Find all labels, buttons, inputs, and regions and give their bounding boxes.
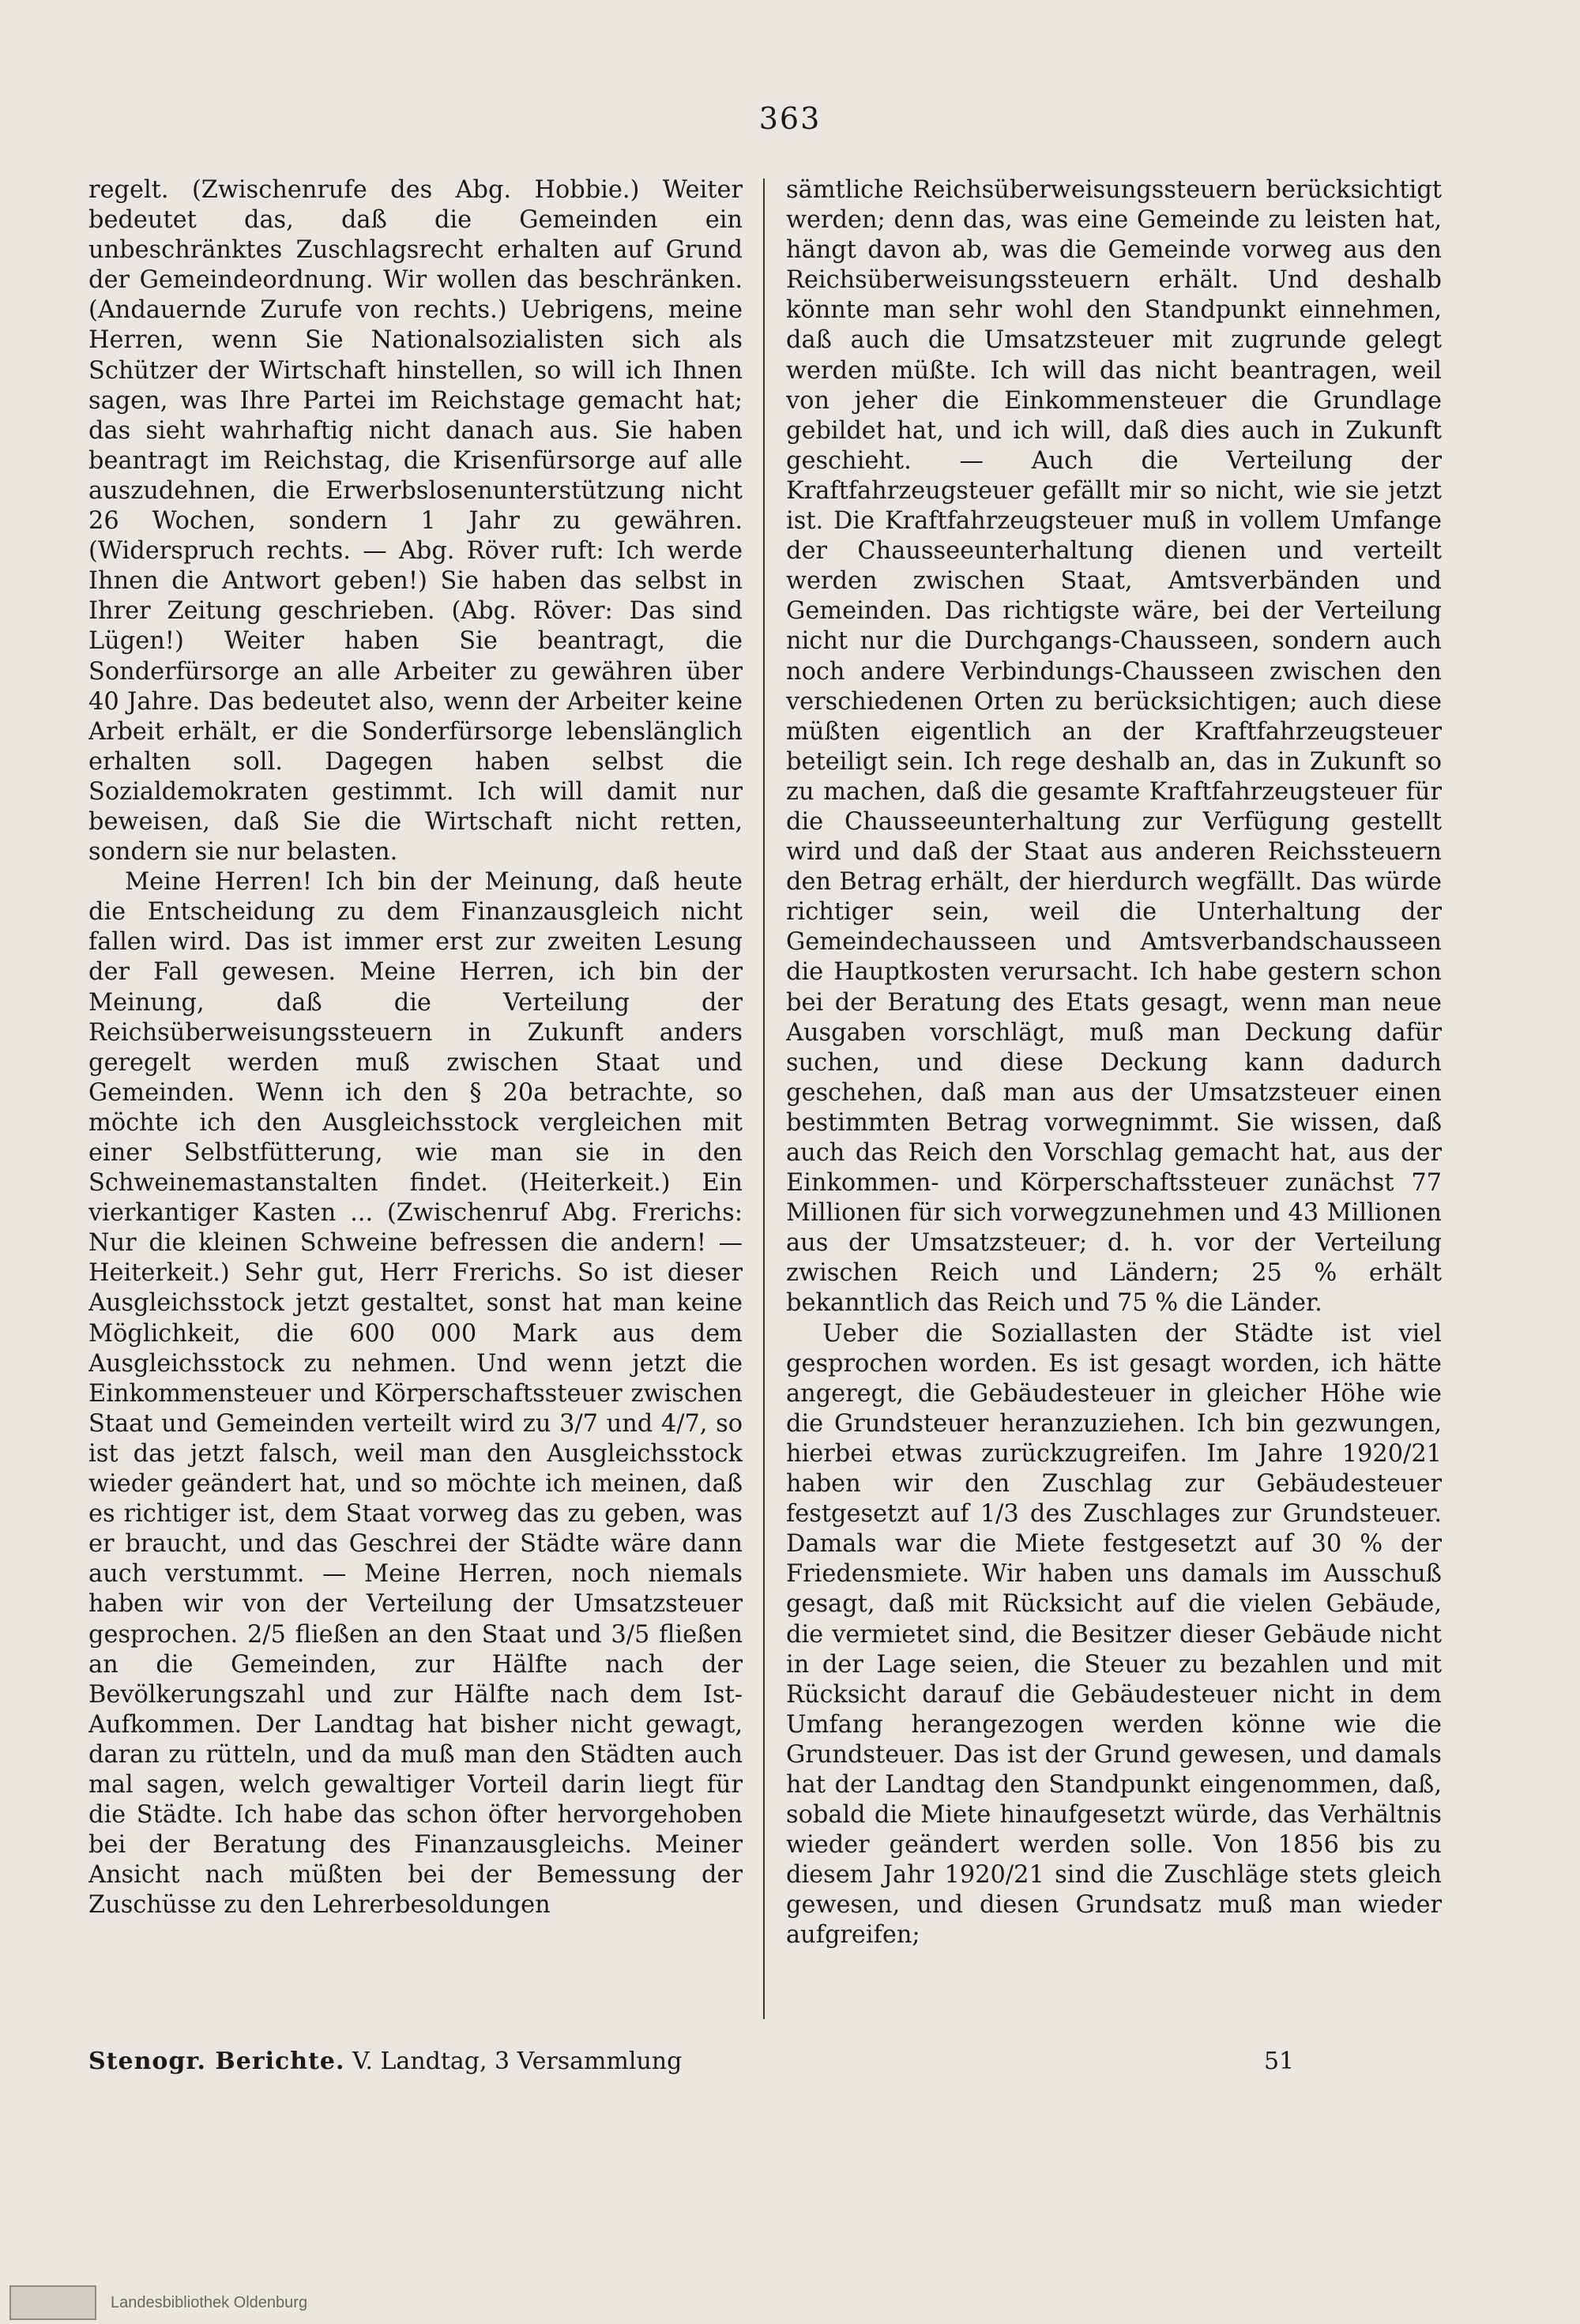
page-footer	[88, 2048, 682, 2075]
paragraph: regelt. (Zwischenrufe des Abg. Hobbie.) Weiter bedeutet das, daß die Gemeinden ein unbeschränktes Zuschlagsrecht erhalten auf Grund der Gemeindeordnung. Wir wollen das beschränken. (Andauernde Zurufe von rechts.) Uebrigens, meine Herren, wenn Sie Nationalsozialisten sich als Schützer der Wirtschaft hinstellen, so will ich Ihnen sagen, was Ihre Partei im Reichstage gemacht hat; das sieht wahrhaftig nicht danach aus. Sie haben beantragt im Reichstag, die Krisenfürsorge auf alle auszudehnen, die Erwerbslosenunterstützung nicht 26 Wochen, sondern 1 Jahr zu gewähren. (Widerspruch rechts. — Abg. Röver ruft: Ich werde Ihnen die Antwort geben!) Sie haben das selbst in Ihrer Zeitung geschrieben. (Abg. Röver: Das sind Lügen!) Weiter haben Sie beantragt, die Sonderfürsorge an alle Arbeiter zu gewähren über 40 Jahre. Das bedeutet also, wenn der Arbeiter keine Arbeit erhält, er die Sonderfürsorge lebenslänglich erhalten soll. Dagegen haben selbst die Sozialdemokraten gestimmt. Ich will damit nur beweisen, daß Sie die Wirtschaft nicht retten, sondern sie nur belasten.	[88, 176, 743, 867]
publication-title: Stenogr. Berichte.	[88, 2048, 345, 2075]
library-name: Landesbibliothek Oldenburg	[111, 2293, 308, 2311]
paragraph: Meine Herren! Ich bin der Meinung, daß heute die Entscheidung zu dem Finanzausgleich nicht fallen wird. Das ist immer erst zur zweiten Lesung der Fall gewesen. Meine Herren, ich bin der Meinung, daß die Verteilung der Reichsüberweisungssteuern in Zukunft anders geregelt werden muß zwischen Staat und Gemeinden. Wenn ich den § 20a betrachte, so möchte ich den Ausgleichsstock vergleichen mit einer Selbstfütterung, wie man sie in den Schweinemastanstalten findet. (Heiterkeit.) Ein vierkantiger Kasten ... (Zwischenruf Abg. Frerichs: Nur die kleinen Schweine befressen die andern! — Heiterkeit.) Sehr gut, Herr Frerichs. So ist dieser Ausgleichsstock jetzt gestaltet, sonst hat man keine Möglichkeit, die 600 000 Mark aus dem Ausgleichsstock zu nehmen. Und wenn jetzt die Einkommensteuer und Körperschaftssteuer zwischen Staat und Gemeinden verteilt wird zu 3/7 und 4/7, so ist das jetzt falsch, weil man den Ausgleichsstock wieder geändert hat, und so möchte ich meinen, daß es richtiger ist, dem Staat vorweg das zu geben, was er braucht, und das Geschrei der Städte wäre dann auch verstummt. — Meine Herren, noch niemals haben wir von der Verteilung der Umsatzsteuer gesprochen. 2/5 fließen an den Staat und 3/5 fließen an die Gemeinden, zur Hälfte nach der Bevölkerungszahl und zur Hälfte nach dem Ist-Aufkommen. Der Landtag hat bisher nicht gewagt, daran zu rütteln, und da muß man den Städten auch mal sagen, welch gewaltiger Vorteil darin liegt für die Städte. Ich habe das schon öfter hervorgehoben bei der Beratung des Finanzausgleichs. Meiner Ansicht nach müßten bei der Bemessung der Zuschüsse zu den Lehrerbesoldungen	[88, 868, 743, 1920]
page-number: 363	[758, 101, 822, 136]
sheet-number: 51	[1264, 2048, 1295, 2075]
right-text-column	[786, 175, 1442, 2024]
left-text-column	[88, 175, 743, 2024]
library-building-icon	[9, 2285, 96, 2320]
paragraph: Ueber die Soziallasten der Städte ist viel gesprochen worden. Es ist gesagt worden, ich hätte angeregt, die Gebäudesteuer in gleicher Höhe wie die Grundsteuer heranzuziehen. Ich bin gezwungen, hierbei etwas zurückzugreifen. Im Jahre 1920/21 haben wir den Zuschlag zur Gebäudesteuer festgesetzt auf 1/3 des Zuschlages zur Grundsteuer. Damals war die Miete festgesetzt auf 30 % der Friedensmiete. Wir haben uns damals im Ausschuß gesagt, daß mit Rücksicht auf die vielen Gebäude, die vermietet sind, die Besitzer dieser Gebäude nicht in der Lage seien, die Steuer zu bezahlen und mit Rücksicht darauf die Gebäudesteuer nicht in dem Umfang herangezogen werden könne wie die Grundsteuer. Das ist der Grund gewesen, und damals hat der Landtag den Standpunkt eingenommen, daß, sobald die Miete hinaufgesetzt würde, das Verhältnis wieder geändert werden solle. Von 1856 bis zu diesem Jahr 1920/21 sind die Zuschläge stets gleich gewesen, und diesen Grundsatz muß man wieder aufgreifen;	[786, 1319, 1442, 1950]
paragraph: sämtliche Reichsüberweisungssteuern berücksichtigt werden; denn das, was eine Gemeinde zu leisten hat, hängt davon ab, was die Gemeinde vorweg aus den Reichsüberweisungssteuern erhält. Und deshalb könnte man sehr wohl den Standpunkt einnehmen, daß auch die Umsatzsteuer mit zugrunde gelegt werden müßte. Ich will das nicht beantragen, weil von jeher die Einkommensteuer die Grundlage gebildet hat, und ich will, daß dies auch in Zukunft geschieht. — Auch die Verteilung der Kraftfahrzeugsteuer gefällt mir so nicht, wie sie jetzt ist. Die Kraftfahrzeugsteuer muß in vollem Umfange der Chausseeunterhaltung dienen und verteilt werden zwischen Staat, Amtsverbänden und Gemeinden. Das richtigste wäre, bei der Verteilung nicht nur die Durchgangs-Chausseen, sondern auch noch andere Verbindungs-Chausseen zwischen den verschiedenen Orten zu berücksichtigen; auch diese müßten eigentlich an der Kraftfahrzeugsteuer beteiligt sein. Ich rege deshalb an, das in Zukunft so zu machen, daß die gesamte Kraftfahrzeugsteuer für die Chausseeunterhaltung zur Verfügung gestellt wird und daß der Staat aus anderen Reichssteuern den Betrag erhält, der hierdurch wegfällt. Das würde richtiger sein, weil die Unterhaltung der Gemeindechausseen und Amtsverbandschausseen die Hauptkosten verursacht. Ich habe gestern schon bei der Beratung des Etats gesagt, wenn man neue Ausgaben vorschlägt, muß man Deckung dafür suchen, und diese Deckung kann dadurch geschehen, daß man aus der Umsatzsteuer einen bestimmten Betrag vorwegnimmt. Sie wissen, daß auch das Reich den Vorschlag gemacht hat, aus der Einkommen- und Körperschaftssteuer zunächst 77 Millionen für sich vorwegzunehmen und 43 Millionen aus der Umsatzsteuer; d. h. vor der Verteilung zwischen Reich und Ländern; 25 % erhält bekanntlich das Reich und 75 % die Länder.	[786, 176, 1442, 1318]
session-info: V. Landtag, 3 Versammlung	[352, 2048, 683, 2075]
library-watermark	[0, 2281, 1580, 2324]
column-divider	[763, 179, 765, 2019]
